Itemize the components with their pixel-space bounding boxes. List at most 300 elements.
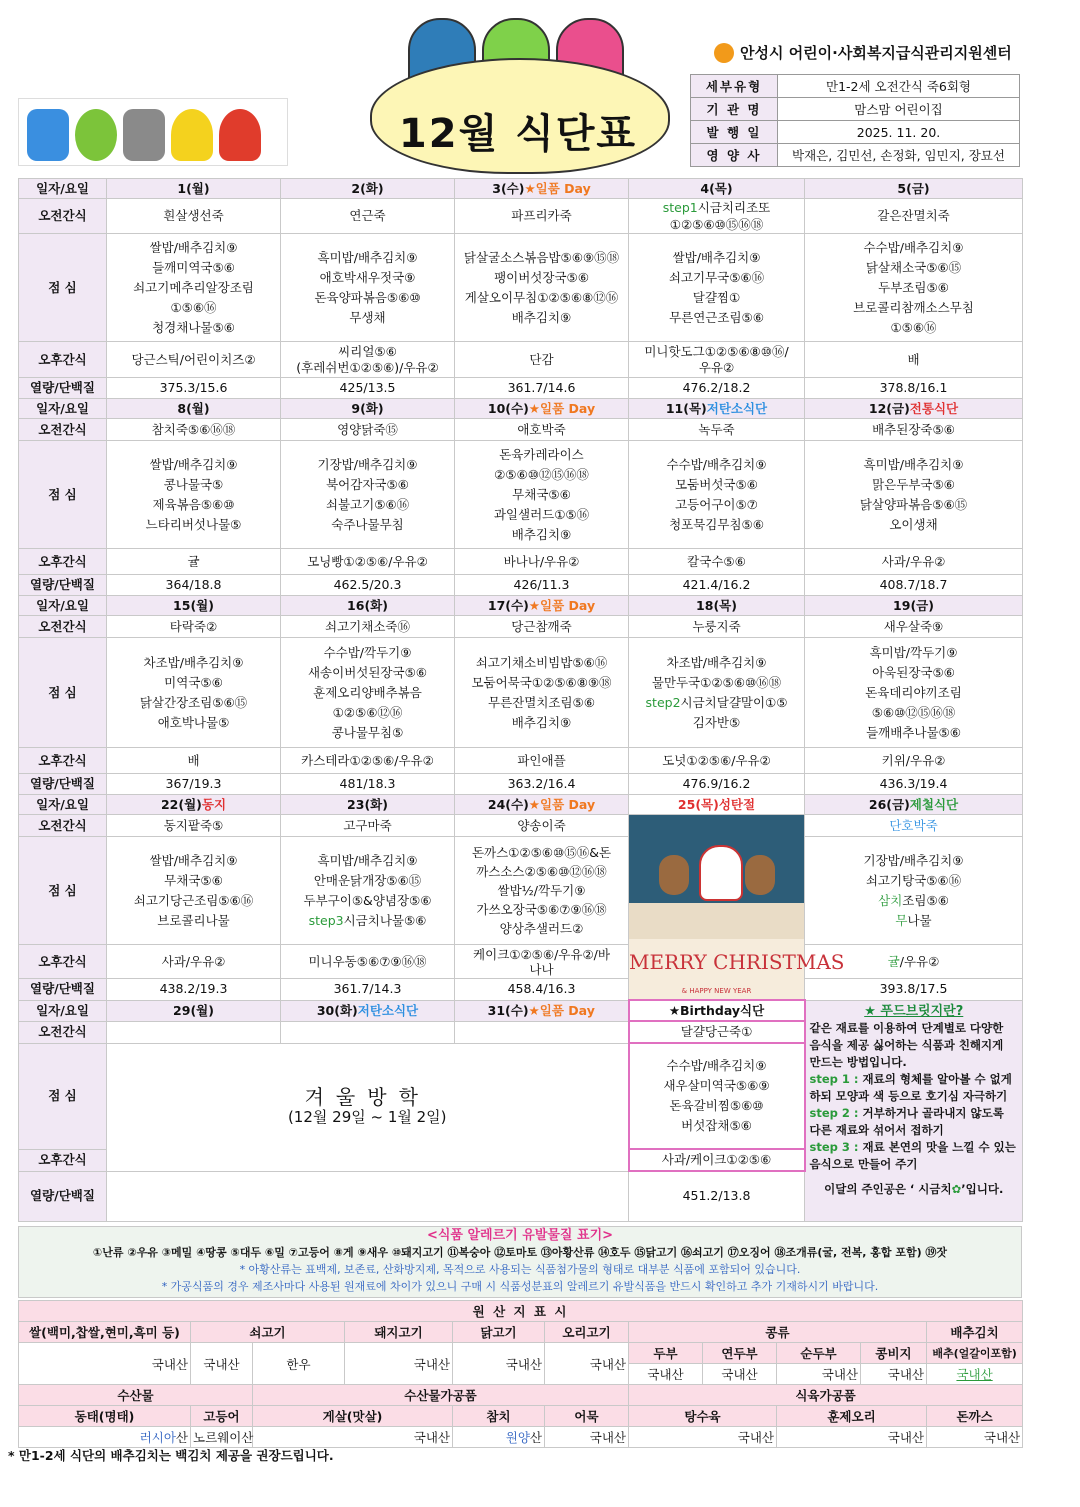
menu-item: 제육볶음⑤⑥⑩ [152, 496, 235, 512]
star-icon: ★ [524, 181, 536, 196]
day-cell: 8(월) [107, 399, 281, 419]
origin-proc-val-row [19, 1427, 1023, 1448]
day-text: 25(목) [677, 797, 719, 812]
low-carbon-tag: 저탄소식단 [357, 1003, 419, 1018]
center-name-text: 안성시 어린이·사회복지급식관리지원센터 [740, 44, 1012, 62]
origin-value: 국내산 [253, 1427, 453, 1448]
menu-table [18, 178, 1023, 1222]
allergy-title: <식품 알레르기 유발물질 표기> [426, 1228, 614, 1243]
kcal-label: 열량/단백질 [19, 1171, 107, 1221]
menu-item [807, 891, 1020, 911]
lunch-cell [107, 234, 281, 342]
menu-item: ①⑤⑥⑯ [890, 319, 937, 335]
pm-line: 우유② [698, 359, 735, 375]
origin-value: 국내산 [927, 1427, 1023, 1448]
lunch-cell [107, 837, 281, 945]
day-cell: 9(화) [281, 399, 455, 419]
origin-table [18, 1300, 1023, 1448]
lunch-cell [629, 638, 805, 748]
menu-item: 쇠불고기⑤⑥⑯ [325, 496, 410, 512]
day-cell [455, 399, 629, 419]
menu-item: 흑미밥/배추김치⑨ [317, 852, 418, 868]
kcal-cell: 481/18.3 [281, 774, 455, 795]
origin-sub-head: 고등어 [191, 1406, 253, 1427]
menu-item: 돈육데리야끼조림 [865, 684, 962, 700]
menu-item [631, 693, 802, 713]
origin-value [453, 1427, 545, 1448]
origin-head-row [19, 1322, 1023, 1343]
menu-item: 콩나물무침⑤ [331, 724, 404, 740]
food-bridge-hero [810, 1181, 1019, 1198]
kcal-cell: 451.2/13.8 [629, 1171, 805, 1221]
origin-value: 국내산 [777, 1364, 861, 1385]
day-label: 일자/요일 [19, 179, 107, 199]
am-cell: 배추된장죽⑤⑥ [805, 419, 1023, 441]
menu-item: 안매운닭개장⑤⑥⑮ [313, 872, 422, 888]
title-illustration [370, 10, 670, 170]
menu-item: 닭살굴소스볶음밥⑤⑥⑨⑮⑱ [463, 249, 620, 265]
pm-cell: 귤 [107, 549, 281, 575]
ilpum-day-tag: 일품 Day [540, 401, 596, 416]
menu-item: 북어감자국⑤⑥ [326, 476, 409, 492]
origin-proc-head-row [19, 1385, 1023, 1406]
traditional-tag: 전통식단 [909, 401, 959, 416]
lunch-cell [805, 837, 1023, 945]
food-bridge-intro: 같은 재료를 이용하여 단계별로 다양한 음식을 제공 싫어하는 식품과 친해지게 만드는 방법입니다. [809, 1020, 1004, 1069]
pm-cell: 키위/우유② [805, 748, 1023, 774]
day-cell: 23(화) [281, 795, 455, 815]
hero-suffix: ’입니다. [961, 1181, 1004, 1196]
menu-item: 새우살미역국⑤⑥⑨ [663, 1078, 770, 1093]
center-name [714, 42, 1054, 63]
kcal-cell: 438.2/19.3 [107, 979, 281, 1000]
week4-lunch-row [19, 837, 1023, 945]
am-label: 오전간식 [19, 199, 107, 234]
am-cell: 영양닭죽⑮ [281, 419, 455, 441]
info-key: 세부유형 [691, 75, 778, 98]
menu-item: 돈육카레라이스 [499, 446, 584, 462]
menu-item: 콩나물국⑤ [163, 476, 224, 492]
menu-item: 무생채 [349, 309, 386, 325]
am-cell: 애호박죽 [455, 419, 629, 441]
am-cell [281, 1021, 455, 1043]
menu-item: 쇠고기당근조림⑤⑥⑯ [133, 892, 254, 908]
menu-item: 흑미밥/배추김치⑨ [317, 249, 418, 265]
week4-day-row [19, 795, 1023, 815]
menu-item: 고등어구이⑤⑦ [675, 496, 758, 512]
kcal-cell: 364/18.8 [107, 575, 281, 596]
pm-line: 케이크①②⑤⑥/우유②/바 [473, 946, 610, 962]
am-cell: 누룽지죽 [629, 616, 805, 638]
allergy-notice [18, 1226, 1022, 1298]
seasonal-tag: 제철식단 [909, 797, 959, 812]
origin-sub-row [19, 1343, 1023, 1364]
step3-text: 재료 본연의 맛을 느낄 수 있는 음식으로 만들어 주기 [809, 1139, 1016, 1171]
pm-line: 나나 [529, 961, 554, 977]
allergy-note2: * 가공식품의 경우 제조사마다 사용된 원재료에 차이가 있으니 구매 시 식품성분표의 알레르기 유발식품을 반드시 확인하고 추가 기재하시기 바랍니다. [161, 1280, 879, 1293]
menu-item: 쇠고기채소비빔밥⑤⑥⑯ [475, 654, 608, 670]
ilpum-day-tag: 일품 Day [535, 181, 591, 196]
am-cell: 흰살생선죽 [107, 199, 281, 234]
spinach-icon: ✿ [951, 1181, 962, 1196]
menu-item: 까스소스②⑤⑥⑩⑫⑯⑱ [476, 864, 607, 880]
week2-lunch-row [19, 441, 1023, 549]
pm-label: 오후간식 [19, 945, 107, 979]
origin-bean-head: 연두부 [703, 1343, 777, 1364]
origin-sub-head: 동태(명태) [19, 1406, 191, 1427]
menu-item: 쌀밥/배추김치⑨ [149, 239, 238, 255]
menu-item: 무른연근조림⑤⑥ [669, 309, 764, 325]
day-text: 11(목) [665, 401, 707, 416]
ilpum-day-tag: 일품 Day [540, 598, 596, 613]
kcal-cell: 462.5/20.3 [281, 575, 455, 596]
menu-item: 미역국⑤⑥ [164, 674, 223, 690]
lunch-cell [281, 837, 455, 945]
pm-cell: 미니우동⑤⑥⑦⑨⑯⑱ [281, 945, 455, 979]
origin-value: 국내산 [703, 1364, 777, 1385]
menu-item: 과일샐러드①⑤⑯ [493, 506, 590, 522]
pm-label: 오후간식 [19, 1149, 107, 1171]
menu-item: 쌀밥½/깍두기⑨ [497, 883, 586, 899]
step-tag: step3 [308, 912, 344, 928]
day-text: 26(금) [868, 797, 910, 812]
week3-day-row [19, 596, 1023, 616]
kcal-cell [107, 1171, 629, 1221]
am-label: 오전간식 [19, 1021, 107, 1043]
am-cell: 양송이죽 [455, 815, 629, 837]
menu-item: 기장밥/배추김치⑨ [863, 852, 964, 868]
pollack-origin: 러시아 [139, 1430, 176, 1445]
food-bridge-step3 [810, 1139, 1019, 1173]
day-text: 22(월) [160, 797, 202, 812]
am-cell: 갈은잔멸치죽 [805, 199, 1023, 234]
menu-item: 배추김치⑨ [511, 526, 572, 542]
menu-item: 돈까스①②⑤⑥⑩⑮⑯&돈 [471, 845, 612, 861]
week1-pm-row [19, 342, 1023, 378]
christmas-tag: 성탄절 [718, 797, 756, 812]
christmas-wall [629, 903, 804, 939]
pm-cell: 사과/케이크①②⑤⑥ [629, 1149, 805, 1171]
origin-value: 국내산 [19, 1343, 191, 1385]
kcal-cell: 361.7/14.3 [281, 979, 455, 1000]
am-cell: 파프리카죽 [455, 199, 629, 234]
am-cell [629, 199, 805, 234]
origin-sub-head: 어묵 [545, 1406, 629, 1427]
pm-cell: 사과/우유② [107, 945, 281, 979]
menu-item: 게살오이무침①②⑤⑥⑧⑫⑯ [464, 289, 619, 305]
day-text: 12(금) [868, 401, 910, 416]
yellow-character [171, 109, 213, 161]
menu-item [283, 911, 452, 931]
seasonal-veg: 무 [895, 912, 908, 928]
allergy-list: ①난류 ②우유 ③메밀 ④땅콩 ⑤대두 ⑥밀 ⑦고등어 ⑧게 ⑨새우 ⑩돼지고기 ⑪복숭아 ⑫토마토 ⑬아황산류 ⑭호두 ⑮닭고기 ⑯쇠고기 ⑰오징어 ⑱조개류(굴, 전복, 홍합 포함) ⑲잣 [92, 1246, 948, 1259]
origin-head: 콩류 [629, 1322, 927, 1343]
lunch-cell [629, 1043, 805, 1149]
kcal-cell: 476.9/16.2 [629, 774, 805, 795]
day-cell: 2(화) [281, 179, 455, 199]
vacation-cell [107, 1043, 629, 1171]
day-cell: 19(금) [805, 596, 1023, 616]
origin-head: 쇠고기 [191, 1322, 345, 1343]
week2-kcal-row [19, 575, 1023, 596]
am-cell: 녹두죽 [629, 419, 805, 441]
origin-title: 원 산 지 표 시 [19, 1301, 1023, 1322]
step3-label: step 3 : [809, 1139, 859, 1154]
day-text: 31(수) [487, 1003, 529, 1018]
menu-item: 수수밥/깍두기⑨ [323, 644, 412, 660]
day-text: 24(수) [487, 797, 529, 812]
origin-value: 노르웨이산 [191, 1427, 253, 1448]
food-bridge-box [805, 1000, 1023, 1221]
week4-kcal-row [19, 979, 1023, 1000]
am-cell: 달걀당근죽① [629, 1021, 805, 1043]
am-allergy: ①②⑤⑥⑩⑮⑯⑱ [669, 217, 764, 232]
origin-title-row [19, 1301, 1023, 1322]
menu-item: 두부구이⑤&양념장⑤⑥ [303, 892, 432, 908]
pm-cell: 파인애플 [455, 748, 629, 774]
veg-dish: 나물 [907, 912, 932, 928]
kcal-cell: 436.3/19.4 [805, 774, 1023, 795]
origin-head: 닭고기 [453, 1322, 545, 1343]
santa-icon [699, 845, 743, 901]
origin-sub-head: 훈제오리 [777, 1406, 927, 1427]
menu-item: 무른잔멸치조림⑤⑥ [488, 694, 595, 710]
am-food: 시금치리조또 [697, 200, 771, 215]
week1-day-row [19, 179, 1023, 199]
day-cell [455, 179, 629, 199]
blue-character [27, 109, 69, 161]
lunch-cell [107, 441, 281, 549]
origin-value: 국내산 [861, 1364, 927, 1385]
food-bridge-step2 [810, 1105, 1019, 1139]
day-cell [805, 399, 1023, 419]
kcal-label: 열량/단백질 [19, 979, 107, 1000]
menu-item: 차조밥/배추김치⑨ [666, 654, 767, 670]
menu-item: 물만두국①②⑤⑥⑩⑯⑱ [651, 674, 782, 690]
menu-item: 두부조림⑤⑥ [878, 279, 949, 295]
pm-cell [455, 945, 629, 979]
lunch-cell [629, 441, 805, 549]
origin-value: 국내산 [629, 1364, 703, 1385]
pollack-suffix: 산 [175, 1430, 188, 1445]
tuna-origin: 원양 [505, 1430, 530, 1445]
week2-day-row [19, 399, 1023, 419]
am-cell: 단호박죽 [805, 815, 1023, 837]
origin-sub-head: 게살(맛살) [253, 1406, 453, 1427]
center-logo-icon [714, 43, 734, 63]
origin-head: 수산물 [19, 1385, 253, 1406]
step-food: 시금치달걀말이①⑤ [680, 694, 788, 710]
day-cell: 16(화) [281, 596, 455, 616]
dongji-tag: 동지 [201, 797, 227, 812]
kcal-cell: 476.2/18.2 [629, 378, 805, 399]
am-label: 오전간식 [19, 419, 107, 441]
day-label: 일자/요일 [19, 596, 107, 616]
menu-item: 기장밥/배추김치⑨ [317, 456, 418, 472]
day-cell [455, 1000, 629, 1021]
day-cell [629, 795, 805, 815]
menu-item: ①②⑤⑥⑫⑯ [332, 704, 403, 720]
info-value: 박재은, 김민선, 손정화, 임민지, 장묘선 [778, 144, 1020, 167]
day-text: 17(수) [487, 598, 529, 613]
menu-item: 브로콜리참깨소스무침 [853, 299, 974, 315]
menu-item: 팽이버섯장국⑤⑥ [494, 269, 589, 285]
menu-item: 아욱된장국⑤⑥ [872, 664, 955, 680]
menu-item: 쇠고기메추리알장조림 [133, 279, 254, 295]
header [0, 0, 1080, 178]
pm-cell: 배 [805, 342, 1023, 378]
menu-item: ②⑤⑥⑩⑫⑮⑯⑱ [494, 466, 589, 482]
menu-item [807, 911, 1020, 931]
menu-item: 무채국⑤⑥ [512, 486, 571, 502]
week5-day-row [19, 1000, 1023, 1021]
pm-label: 오후간식 [19, 549, 107, 575]
menu-item: 버섯잡채⑤⑥ [681, 1118, 752, 1133]
origin-bean-head: 두부 [629, 1343, 703, 1364]
menu-item: 쌀밥/배추김치⑨ [149, 852, 238, 868]
day-cell [281, 1000, 455, 1021]
lunch-cell [629, 234, 805, 342]
low-carbon-tag: 저탄소식단 [706, 401, 768, 416]
pm-cell [629, 342, 805, 378]
menu-item: 쇠고기탕국⑤⑥⑯ [865, 872, 962, 888]
origin-head: 배추김치 [927, 1322, 1023, 1343]
menu-item: ①⑤⑥⑯ [170, 299, 217, 315]
merry-christmas-text: MERRY CHRISTMAS [629, 950, 845, 974]
pm-cell: 모닝빵①②⑤⑥/우유② [281, 549, 455, 575]
pm-line: 미니핫도그①②⑤⑥⑧⑩⑯/ [644, 343, 789, 359]
character-illustration [18, 98, 288, 166]
pm-cell: 도넛①②⑤⑥/우유② [629, 748, 805, 774]
day-cell: 18(목) [629, 596, 805, 616]
food-bridge-step1 [810, 1071, 1019, 1105]
ilpum-day-tag: 일품 Day [539, 1003, 595, 1018]
menu-item: 돈육양파볶음⑤⑥⑩ [314, 289, 421, 305]
lunch-cell [107, 638, 281, 748]
pm-line: (후레쉬번①②⑤⑥)/우유② [296, 359, 439, 375]
menu-item: 무채국⑤⑥ [164, 872, 223, 888]
day-label: 일자/요일 [19, 399, 107, 419]
lunch-cell [455, 638, 629, 748]
origin-value: 국내산 [927, 1364, 1023, 1385]
star-icon: ★ [528, 598, 541, 613]
day-label: 일자/요일 [19, 1000, 107, 1021]
ilpum-day-tag: 일품 Day [540, 797, 596, 812]
menu-item: 배추김치⑨ [511, 309, 572, 325]
week1-kcal-row [19, 378, 1023, 399]
origin-value: 국내산 [545, 1427, 629, 1448]
info-value: 2025. 11. 20. [778, 121, 1020, 144]
info-value: 만1-2세 오전간식 죽6회형 [778, 75, 1020, 98]
footnote: * 만1-2세 식단의 배추김치는 백김치 제공을 권장드립니다. [8, 1448, 334, 1463]
am-cell [107, 1021, 281, 1043]
kcal-cell: 393.8/17.5 [805, 979, 1023, 1000]
origin-head: 쌀(백미,찹쌀,현미,흑미 등) [19, 1322, 191, 1343]
lunch-label: 점 심 [19, 441, 107, 549]
menu-item: 훈제오리양배추볶음 [313, 684, 422, 700]
menu-item: 닭살양파볶음⑤⑥⑮ [859, 496, 968, 512]
lunch-label: 점 심 [19, 837, 107, 945]
step-tag: step2 [645, 694, 681, 710]
pm-cell: 배 [107, 748, 281, 774]
vacation-period: (12월 29일 ~ 1월 2일) [287, 1108, 447, 1126]
menu-item: 흑미밥/배추김치⑨ [863, 456, 964, 472]
menu-item: 수수밥/배추김치⑨ [863, 239, 964, 255]
week1-am-row [19, 199, 1023, 234]
menu-item: 청포묵김무침⑤⑥ [669, 516, 764, 532]
lunch-cell [281, 234, 455, 342]
kcal-cell: 375.3/15.6 [107, 378, 281, 399]
star-icon: ★ [528, 797, 541, 812]
fish-dish: 조림⑤⑥ [902, 892, 949, 908]
week3-am-row [19, 616, 1023, 638]
am-label: 오전간식 [19, 616, 107, 638]
pm-cell: 칼국수⑤⑥ [629, 549, 805, 575]
pm-label: 오후간식 [19, 342, 107, 378]
lunch-cell [281, 441, 455, 549]
info-key: 영 양 사 [691, 144, 778, 167]
am-cell: 타락죽② [107, 616, 281, 638]
menu-item: 맑은두부국⑤⑥ [872, 476, 955, 492]
pm-cell: 당근스틱/어린이치즈② [107, 342, 281, 378]
kcal-cell: 408.7/18.7 [805, 575, 1023, 596]
kcal-cell: 367/19.3 [107, 774, 281, 795]
page-title: 12월 식단표 [398, 111, 638, 157]
kcal-cell: 378.8/16.1 [805, 378, 1023, 399]
origin-value [19, 1427, 191, 1448]
step1-text: 재료의 형체를 알아볼 수 없게 하되 모양과 색 등으로 호기심 자극하기 [809, 1071, 1012, 1103]
pm-rest: /우유② [899, 953, 940, 969]
day-cell: 15(월) [107, 596, 281, 616]
menu-item: 차조밥/배추김치⑨ [143, 654, 244, 670]
menu-item: 김자반⑤ [692, 714, 741, 730]
pm-cell [281, 342, 455, 378]
reindeer-icon [745, 855, 775, 895]
am-cell [455, 1021, 629, 1043]
am-cell: 당근참깨죽 [455, 616, 629, 638]
day-cell [107, 795, 281, 815]
origin-kimchi-head: 배추(얼갈이포함) [927, 1343, 1023, 1364]
am-label: 오전간식 [19, 815, 107, 837]
seasonal-fish: 삼치 [878, 892, 903, 908]
origin-value: 국내산 [345, 1343, 453, 1385]
day-text: 3(수) [492, 181, 525, 196]
origin-value: 국내산 [629, 1427, 777, 1448]
birthday-tag: ★Birthday식단 [629, 1000, 805, 1021]
menu-item: 쌀밥/배추김치⑨ [149, 456, 238, 472]
kcal-cell: 363.2/16.4 [455, 774, 629, 795]
step2-label: step 2 : [809, 1105, 859, 1120]
origin-proc-sub-row [19, 1406, 1023, 1427]
lunch-cell [805, 234, 1023, 342]
day-label: 일자/요일 [19, 795, 107, 815]
origin-head: 수산물가공품 [253, 1385, 629, 1406]
red-character [219, 109, 261, 161]
info-table [690, 74, 1020, 167]
green-character [75, 109, 117, 161]
day-cell: 4(목) [629, 179, 805, 199]
week2-pm-row [19, 549, 1023, 575]
kcal-cell: 361.7/14.6 [455, 378, 629, 399]
menu-item: 청경채나물⑤⑥ [152, 319, 235, 335]
step-food: 시금치나물⑤⑥ [343, 912, 427, 928]
info-key: 발 행 일 [691, 121, 778, 144]
day-cell [629, 399, 805, 419]
day-cell: 1(월) [107, 179, 281, 199]
menu-item: 가쓰오장국⑤⑥⑦⑨⑯⑱ [476, 902, 607, 918]
step1-label: step 1 : [809, 1071, 859, 1086]
day-cell: 29(월) [107, 1000, 281, 1021]
